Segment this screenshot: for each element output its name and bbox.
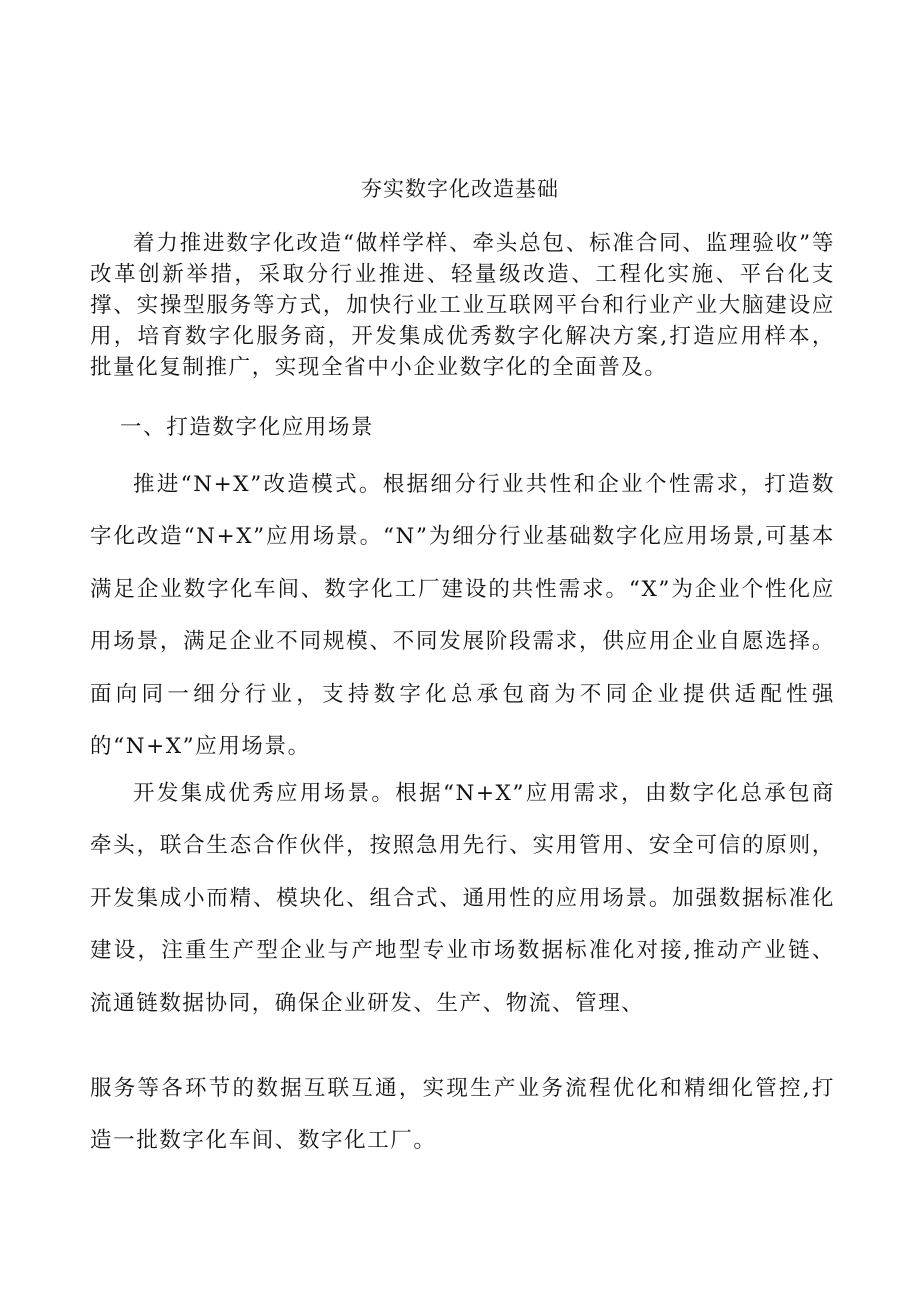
body-paragraph-application-scenarios: 开发集成优秀应用场景。根据“N+X”应用需求，由数字化总承包商牵头，联合生态合作伙伴，按照急用先行、实用管用、安全可信的原则，开发集成小而精、模块化、组合式、通用性的应用场景。加强数据标准化建设，注重生产型企业与产地型专业市场数据标准化对接,推动产业链、流通链数据协同，确保企业研发、生产、物流、管理、 — [90, 781, 835, 1016]
document-title: 夯实数字化改造基础 — [361, 177, 559, 201]
section-heading: 一、打造数字化应用场景 — [120, 415, 375, 440]
intro-paragraph: 着力推进数字化改造“做样学样、牵头总包、标准合同、监理验收”等改革创新举措，采取分行业推进、轻量级改造、工程化实施、平台化支撑、实操型服务等方式，加快行业工业互联网平台和行业产业大脑建设应用，培育数字化服务商，开发集成优秀数字化解决方案,打造应用样本，批量化复制推广，实现全省中小企业数字化的全面普及。 — [90, 231, 835, 380]
body-paragraph-continuation: 服务等各环节的数据互联互通，实现生产业务流程优化和精细化管控,打造一批数字化车间、数字化工厂。 — [90, 1076, 835, 1154]
body-paragraph-nx-model: 推进“N+X”改造模式。根据细分行业共性和企业个性需求，打造数字化改造“N+X”应用场景。“N”为细分行业基础数字化应用场景,可基本满足企业数字化车间、数字化工厂建设的共性需求。“X”为企业个性化应用场景，满足企业不同规模、不同发展阶段需求，供应用企业自愿选择。面向同一细分行业，支持数字化总承包商为不同企业提供适配性强的“N+X”应用场景。 — [90, 472, 835, 760]
